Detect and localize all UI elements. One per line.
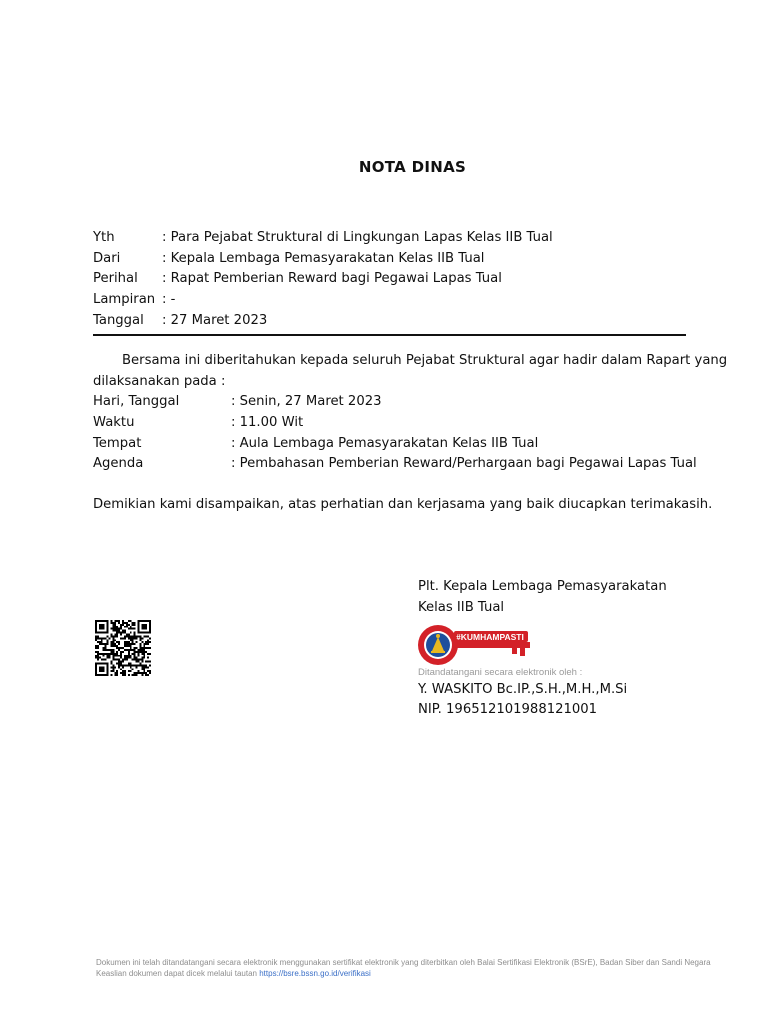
signer-name: Y. WASKITO Bc.IP.,S.H.,M.H.,M.Si (418, 682, 628, 697)
detail-value: : Senin, 27 Maret 2023 (231, 394, 382, 409)
footer-line-2 (96, 969, 371, 978)
signer-nip: NIP. 196512101988121001 (418, 702, 598, 717)
e-signature-note: Ditandatangani secara elektronik oleh : (418, 667, 583, 678)
meta-value: : Kepala Lembaga Pemasyarakatan Kelas IIB Tual (162, 251, 485, 266)
detail-value: : 11.00 Wit (231, 415, 304, 430)
meta-label: Yth (93, 230, 115, 245)
detail-label: Agenda (93, 456, 144, 471)
kumham-logo (416, 622, 536, 668)
header-divider (93, 334, 686, 336)
detail-label: Hari, Tanggal (93, 394, 180, 409)
detail-label: Waktu (93, 415, 135, 430)
meta-value: : Para Pejabat Struktural di Lingkungan Lapas Kelas IIB Tual (162, 230, 553, 245)
meta-value: : 27 Maret 2023 (162, 313, 268, 328)
intro-line-2: dilaksanakan pada : (93, 374, 226, 389)
verification-link[interactable]: https://bsre.bssn.go.id/verifikasi (259, 969, 371, 978)
meta-value: : Rapat Pemberian Reward bagi Pegawai Lapas Tual (162, 271, 502, 286)
detail-value: : Pembahasan Pemberian Reward/Perhargaan bagi Pegawai Lapas Tual (231, 456, 697, 471)
meta-label: Tanggal (93, 313, 144, 328)
detail-value: : Aula Lembaga Pemasyarakatan Kelas IIB Tual (231, 436, 539, 451)
qr-code (94, 620, 152, 676)
kumham-logo-text: #KUMHAMPASTI (456, 632, 524, 642)
signer-position-line-1: Plt. Kepala Lembaga Pemasyarakatan (418, 579, 667, 594)
meta-label: Perihal (93, 271, 138, 286)
meta-label: Lampiran (93, 292, 156, 307)
document-title: NOTA DINAS (358, 158, 467, 176)
closing-text: Demikian kami disampaikan, atas perhatian dan kerjasama yang baik diucapkan terimakasih. (93, 497, 713, 512)
meta-value: : - (162, 292, 176, 307)
signer-position-line-2: Kelas IIB Tual (418, 600, 505, 615)
meta-label: Dari (93, 251, 121, 266)
qr-code-icon (94, 620, 152, 676)
footer-line-2-prefix: Keaslian dokumen dapat dicek melalui tautan (96, 969, 260, 978)
detail-label: Tempat (93, 436, 142, 451)
intro-line-1: Bersama ini diberitahukan kepada seluruh Pejabat Struktural agar hadir dalam Rapart yang (122, 353, 728, 368)
footer-line-1: Dokumen ini telah ditandatangani secara elektronik menggunakan sertifikat elektronik yang diterbitkan oleh Balai Sertifikasi Elektronik (BSrE), Badan Siber dan Sandi Negara (96, 958, 711, 967)
kumham-logo-icon (416, 622, 536, 668)
